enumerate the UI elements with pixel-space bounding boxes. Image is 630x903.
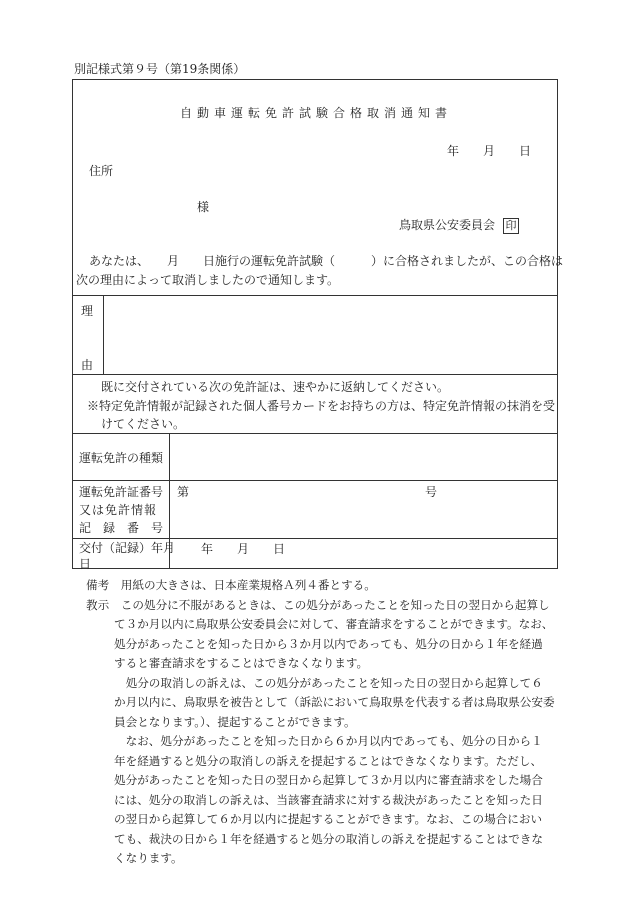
divider (73, 374, 557, 375)
note-kyoji-line: 処分があったことを知った日の翌日から起算して３か月以内に審査請求をした場合 (114, 773, 543, 787)
note-kyoji-line: の翌日から起算して６か月以内に提起することができます。なお、この場合におい (114, 812, 543, 826)
issue-date-label-line-1: 交付（記録）年月 (79, 541, 176, 555)
note-kyoji-line: ても、裁決の日から１年を経過すると処分の取消しの訴えを提起することはできな (114, 831, 543, 846)
reason-divider (103, 295, 104, 374)
note-kyoji-line: くなります。 (114, 851, 183, 865)
issue-date-label-line-2: 日 (79, 557, 92, 571)
note-kyoji-line: なお、処分があったことを知った日から６か月以内であっても、処分の日から１ (114, 734, 543, 748)
recipient-honorific: 様 (197, 200, 210, 214)
return-notice: 既に交付されている次の免許証は、速やかに返納してください。 (101, 380, 450, 394)
reason-label-top: 理 (81, 304, 94, 318)
license-number-label-line-2: 又は免許情報 (79, 503, 158, 517)
notice-form (72, 79, 564, 571)
note-kyoji-line: 処分の取消しの訴えは、この処分があったことを知った日の翌日から起算して６ (114, 675, 543, 690)
issuer-name: 鳥取県公安委員会 (399, 218, 496, 232)
note-kyoji-line: 員会となります。）、提起することができます。 (114, 714, 356, 729)
form-reference: 別記様式第９号（第19条関係） (74, 62, 246, 76)
body-text-line-1: あなたは、 月 日施行の運転免許試験（ ）に合格されましたが、この合格は (89, 254, 564, 268)
note-biko: 備考 用紙の大きさは、日本産業規格Ａ列４番とする。 (86, 578, 376, 592)
note-kyoji-line: すると審査請求をすることはできなくなります。 (114, 656, 369, 670)
license-number-label-line-3: 記 録 番 号 (79, 521, 164, 535)
reason-label-bottom: 由 (81, 358, 94, 372)
seal-mark: 印 (503, 218, 519, 234)
note-kyoji-line: か月以内に、鳥取県を被告として（訴訟において鳥取県を代表する者は鳥取県公安委 (114, 695, 555, 709)
document-title: 自動車運転免許試験合格取消通知書 (179, 106, 452, 120)
note-kyoji-line: 年を経過すると処分の取消しの訴えを提起することはできなくなります。ただし、 (114, 753, 543, 768)
date-line: 年 月 日 (447, 144, 532, 158)
note-kyoji-line: て３か月以内に鳥取県公安委員会に対して、審査請求をすることができます。なお、 (114, 617, 554, 631)
address-label: 住所 (89, 164, 114, 178)
note-kyoji-line: 処分があったことを知った日から３か月以内であっても、処分の日から１年を経過 (114, 636, 543, 651)
note-kyoji-line: には、処分の取消しの訴えは、当該審査請求に対する裁決があったことを知った日 (114, 792, 543, 807)
mynumber-notice-line-1: ※特定免許情報が記録された個人番号カードをお持ちの方は、特定免許情報の抹消を受 (87, 399, 556, 413)
divider (73, 480, 557, 481)
notes-section (72, 576, 562, 869)
license-type-label: 運転免許の種類 (79, 451, 164, 465)
issue-date: 年 月 日 (201, 542, 286, 556)
license-number-label-line-1: 運転免許証番号 (79, 485, 164, 499)
mynumber-notice-line-2: けてください。 (101, 417, 186, 431)
issuer-line (399, 216, 519, 234)
divider (73, 295, 557, 296)
license-number-suffix: 号 (425, 485, 438, 499)
divider (73, 433, 557, 434)
body-text-line-2: 次の理由によって取消しましたので通知します。 (76, 273, 340, 287)
note-kyoji-line: 教示 この処分に不服があるときは、この処分があったことを知った日の翌日から起算し (86, 597, 550, 612)
license-number-prefix: 第 (177, 485, 190, 499)
